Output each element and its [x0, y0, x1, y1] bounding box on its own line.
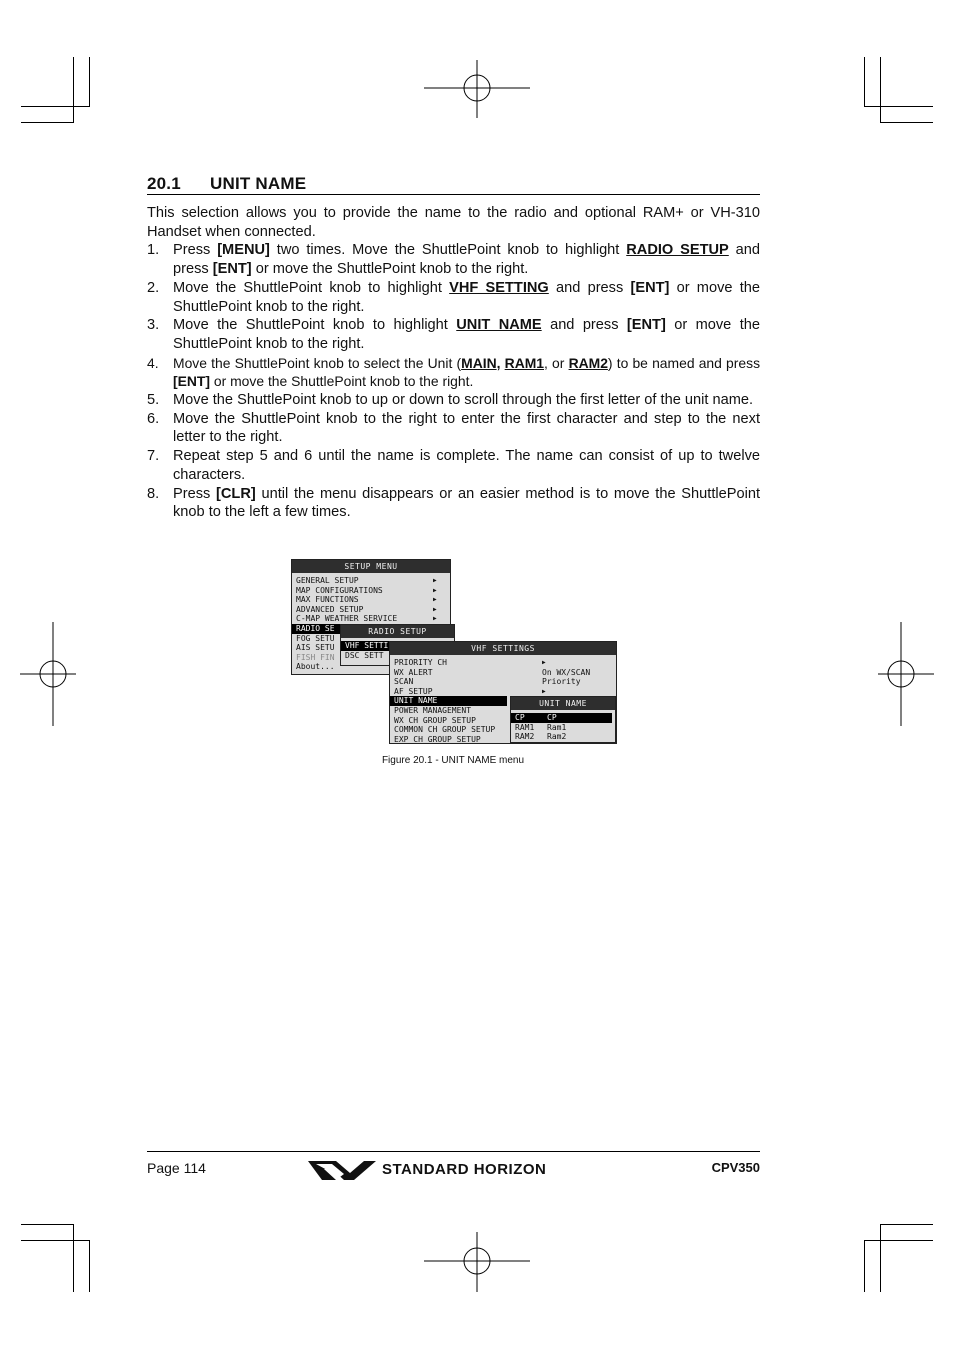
menu-item[interactable]: COMMON CH GROUP SETUP: [394, 725, 496, 735]
section-title: UNIT NAME: [210, 174, 307, 193]
menu-item[interactable]: GENERAL SETUP ▶: [296, 576, 437, 585]
list-item: 3. Move the ShuttlePoint knob to highlight UNIT NAME and press [ENT] or move the ShuttlePoint knob to the right.: [147, 317, 760, 352]
unit-row[interactable]: RAM2 Ram2: [515, 732, 567, 742]
section-number: 20.1: [147, 174, 181, 193]
arrow-right-icon: ▶: [433, 596, 437, 604]
model-name: CPV350: [711, 1160, 760, 1175]
vhf-settings-title: VHF SETTINGS: [390, 642, 616, 655]
unit-name-title: UNIT NAME: [511, 697, 615, 710]
menu-item-selected[interactable]: RADIO SE: [292, 624, 450, 634]
scan-value: Priority: [542, 677, 581, 687]
arrow-right-icon: ▶: [433, 586, 437, 594]
menu-ref-vhf-setting: VHF SETTING: [449, 279, 549, 296]
intro-paragraph: This selection allows you to provide the name to the radio and optional RAM+ or VH-310 Handset when connected.: [147, 205, 760, 240]
menu-item[interactable]: WX CH GROUP SETUP: [394, 715, 476, 725]
registration-mark-top: [424, 60, 530, 120]
unit-row[interactable]: RAM1 Ram1: [515, 722, 567, 732]
setup-menu-title: SETUP MENU: [292, 560, 450, 573]
registration-mark-left: [20, 622, 76, 726]
registration-mark-right: [878, 622, 934, 726]
figure-caption: Figure 20.1 - UNIT NAME menu: [381, 755, 525, 766]
menu-item[interactable]: MAX FUNCTIONS ▶: [296, 595, 437, 605]
menu-item-selected[interactable]: VHF SETTI: [341, 641, 454, 651]
arrow-right-icon: ▶: [433, 605, 437, 613]
footer-divider: [147, 1151, 760, 1152]
menu-item[interactable]: ADVANCED SETUP ▶: [296, 604, 437, 614]
list-item: 7. Repeat step 5 and 6 until the name is complete. The name can consist of up to twelve characters.: [147, 448, 760, 483]
menu-item[interactable]: AIS SETU: [296, 643, 335, 653]
arrow-right-icon: ▶: [542, 659, 546, 666]
menu-item[interactable]: About...: [296, 662, 335, 672]
menu-item[interactable]: DSC SETT: [345, 650, 384, 660]
menu-item[interactable]: C-MAP WEATHER SERVICE ▶: [296, 614, 437, 624]
steps-list: [147, 241, 760, 522]
arrow-right-icon: ▶: [433, 615, 437, 623]
unit-row-selected[interactable]: CP CP: [511, 713, 612, 723]
menu-item[interactable]: FOG SETU: [296, 633, 335, 643]
brand-logo-text: STANDARD HORIZON: [382, 1161, 547, 1178]
arrow-right-icon: ▶: [433, 577, 437, 584]
menu-item[interactable]: WX ALERT On WX/SCAN: [394, 667, 591, 677]
menu-item-disabled: FISH FIN: [296, 652, 335, 662]
list-item: 6. Move the ShuttlePoint knob to the right to enter the first character and step to the next letter to the right.: [147, 410, 760, 446]
radio-setup-title: RADIO SETUP: [341, 625, 454, 638]
menu-item[interactable]: PRIORITY CH ▶: [394, 658, 546, 667]
menu-item[interactable]: POWER MANAGEMENT: [394, 705, 472, 715]
list-item: 4. Move the ShuttlePoint knob to select the Unit (MAIN, RAM1, or RAM2) to be named and press [ENT] or move the ShuttlePoint knob to the right.: [147, 354, 761, 390]
menu-item[interactable]: SCAN Priority: [394, 677, 581, 687]
list-item: 5. Move the ShuttlePoint knob to up or down to scroll through the first letter of the unit name.: [147, 392, 754, 409]
menu-item[interactable]: AF SETUP ▶: [394, 686, 546, 696]
list-item: 8. Press [CLR] until the menu disappears or an easier method is to move the ShuttlePoint knob to the left a few times.: [147, 485, 761, 521]
list-item: 2. Move the ShuttlePoint knob to highlight VHF SETTING and press [ENT] or move the ShuttlePoint knob to the right.: [147, 279, 760, 315]
body-text: [147, 204, 760, 522]
menu-item-selected[interactable]: UNIT NAME: [390, 696, 507, 706]
menu-item[interactable]: EXP CH GROUP SETUP: [394, 734, 481, 744]
brand-logo-mark: [306, 1159, 378, 1181]
menu-ref-radio-setup: RADIO SETUP: [626, 242, 729, 259]
registration-mark-bottom: [424, 1232, 530, 1292]
unit-name-screen: [510, 696, 616, 743]
arrow-right-icon: ▶: [542, 687, 546, 695]
page-number: Page 114: [147, 1160, 206, 1176]
wx-alert-value: On WX/SCAN: [542, 667, 591, 677]
menu-item[interactable]: MAP CONFIGURATIONS ▶: [296, 585, 437, 595]
menu-ref-unit-name: UNIT NAME: [456, 317, 542, 334]
list-item: 1. Press [MENU] two times. Move the ShuttlePoint knob to highlight RADIO SETUP and press [ENT] or move the ShuttlePoint knob to the right.: [147, 242, 761, 278]
section-heading: [147, 174, 760, 195]
